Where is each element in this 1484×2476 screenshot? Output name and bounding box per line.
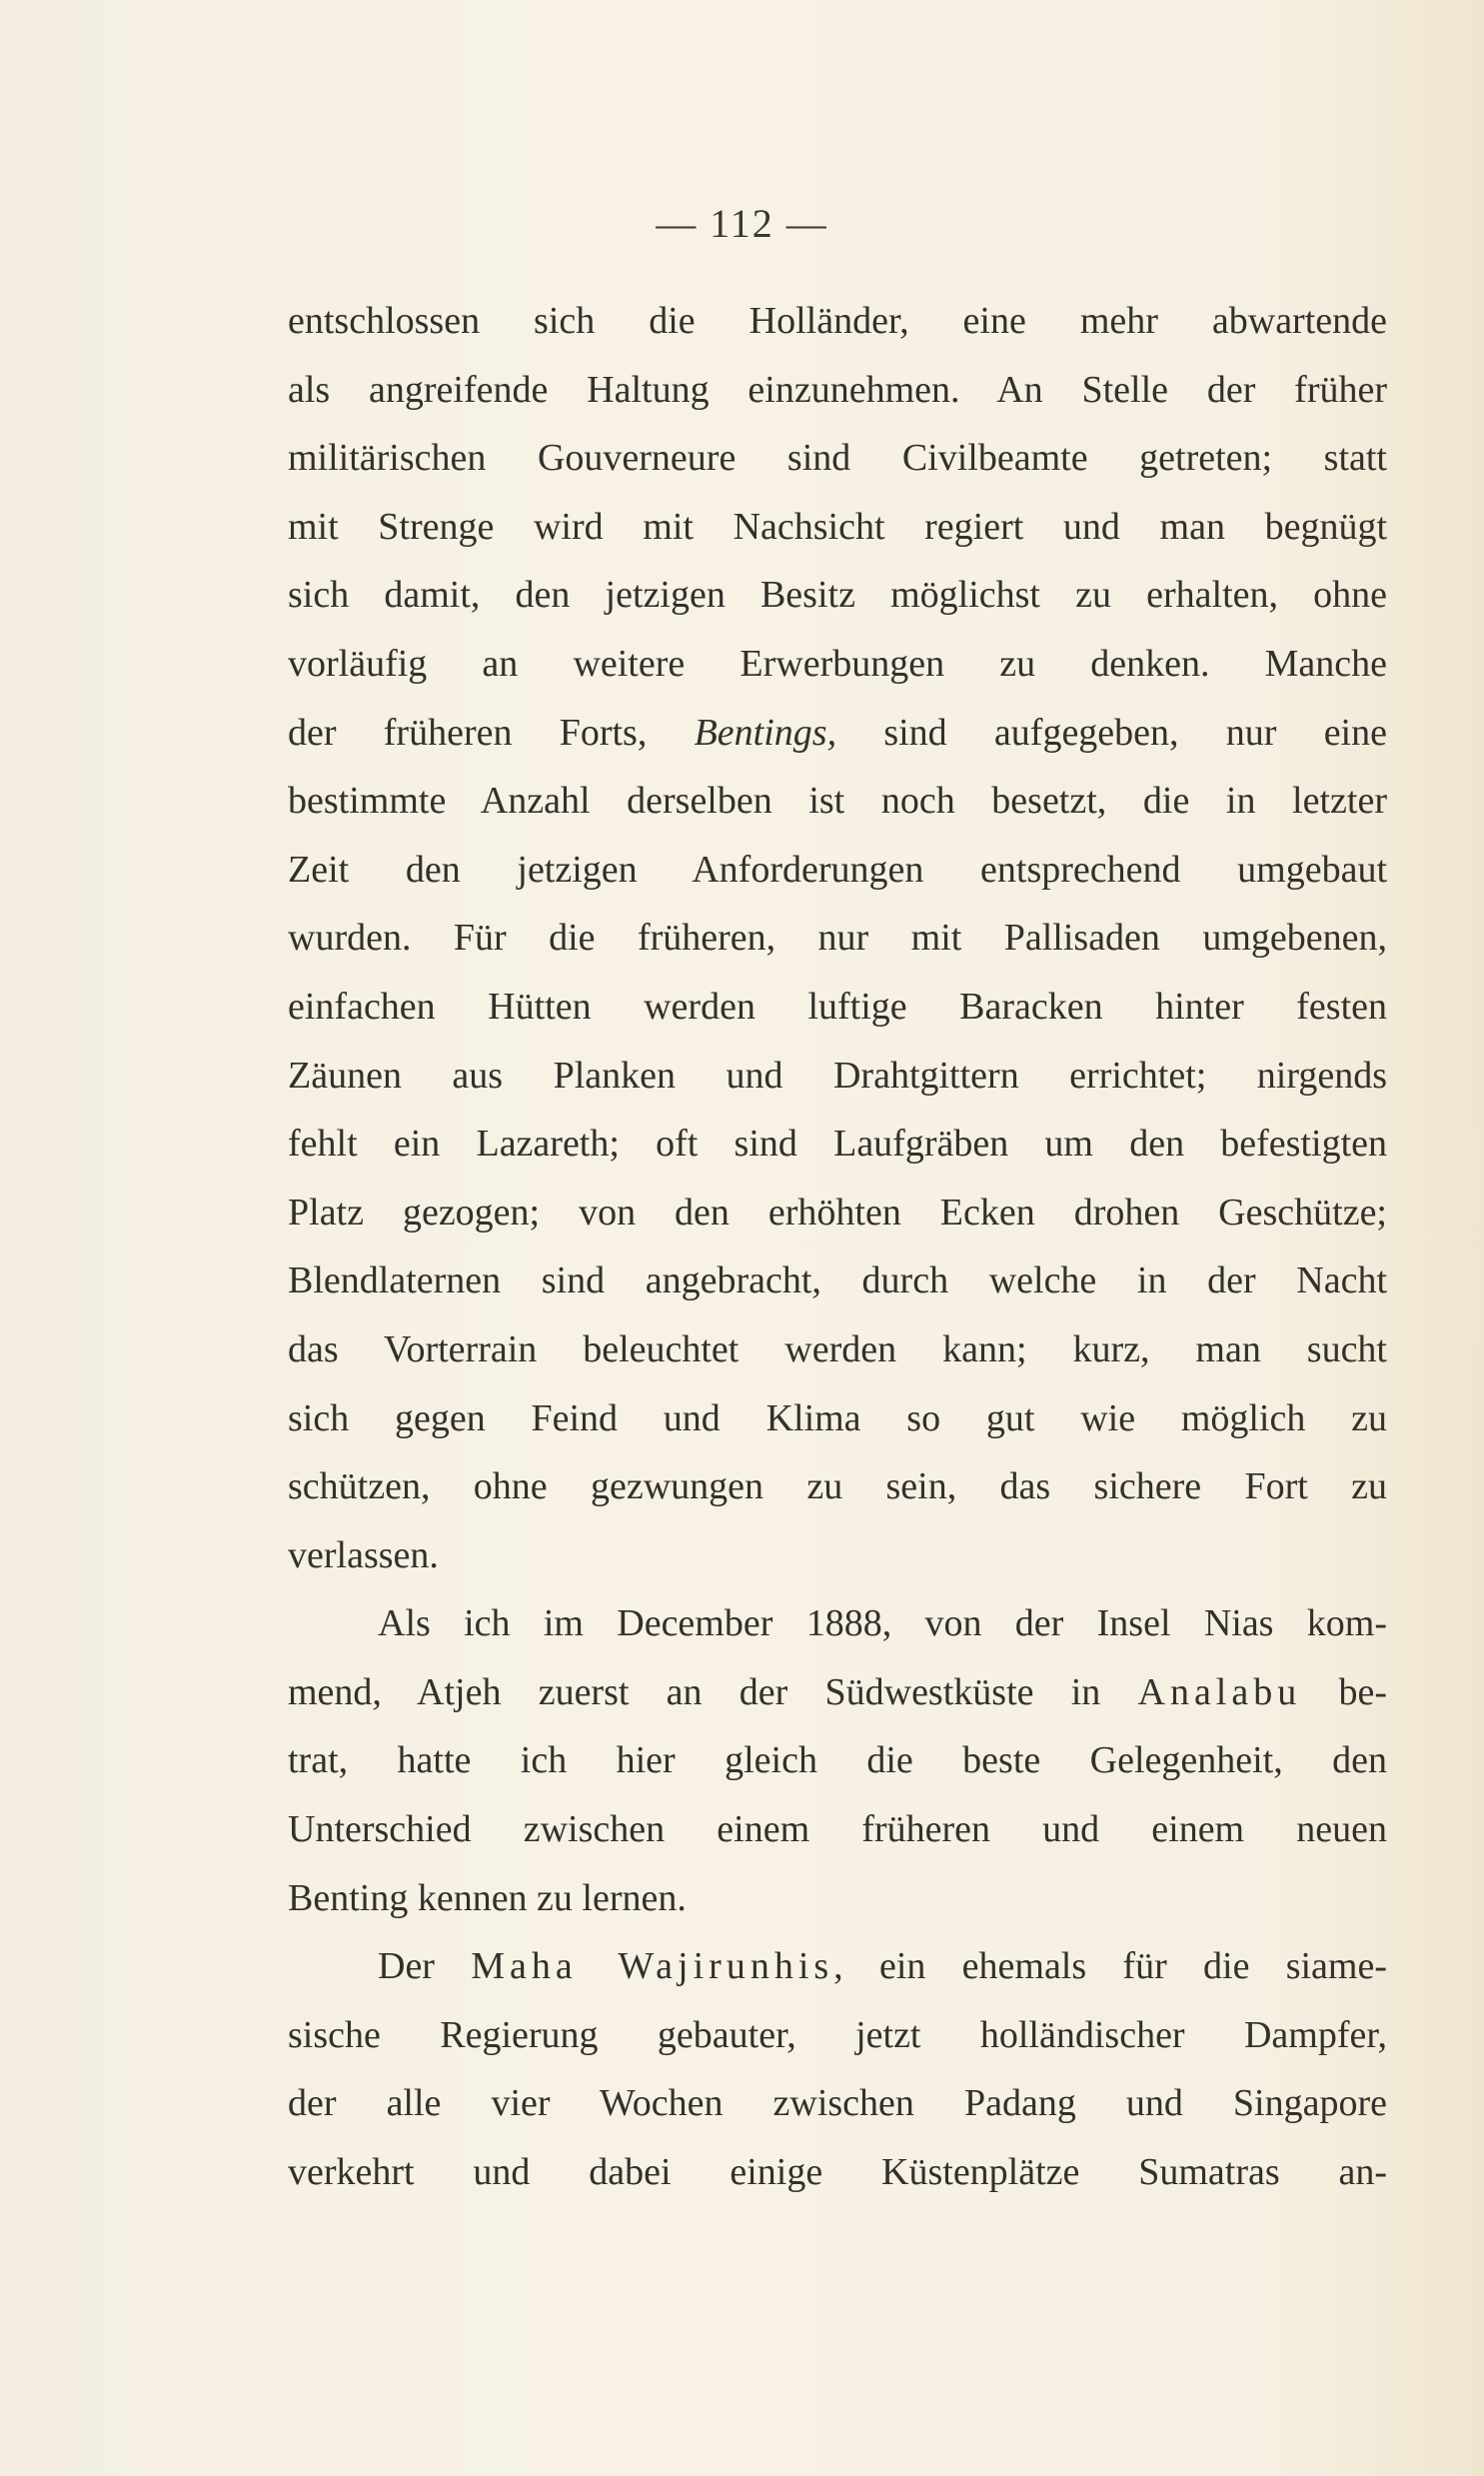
text-line	[288, 767, 1387, 836]
text-line	[288, 287, 1387, 356]
line-segment: mit Strenge wird mit Nachsicht regiert und man begnügt	[288, 505, 1387, 548]
line-segment: Als ich im December 1888, von der Insel Nias kom-	[378, 1602, 1387, 1645]
line-segment: be-	[1301, 1670, 1387, 1713]
line-segment: bestimmte Anzahl derselben ist noch besetzt, die in letzter	[288, 780, 1387, 823]
line-segment: trat, hatte ich hier gleich die beste Gelegenheit, den	[288, 1739, 1387, 1782]
line-segment: der früheren Forts,	[288, 711, 695, 754]
line-segment: verkehrt und dabei einige Küstenplätze Sumatras an-	[288, 2151, 1387, 2194]
text-line	[288, 904, 1387, 973]
line-segment: vorläufig an weitere Erwerbungen zu denken. Manche	[288, 642, 1387, 685]
text-line	[288, 356, 1387, 425]
text-line	[288, 836, 1387, 905]
italic-term: Bentings,	[694, 711, 837, 754]
line-segment: sische Regierung gebauter, jetzt holländischer Dampfer,	[288, 2013, 1387, 2056]
line-segment: als angreifende Haltung einzunehmen. An Stelle der früher	[288, 368, 1387, 411]
line-segment: das Vorterrain beleuchtet werden kann; kurz, man sucht	[288, 1327, 1387, 1370]
text-line	[288, 630, 1387, 699]
text-line	[288, 699, 1387, 768]
text-line	[288, 1315, 1387, 1384]
line-segment: wurden. Für die früheren, nur mit Pallisaden umgebenen,	[288, 917, 1387, 960]
line-segment: Zeit den jetzigen Anforderungen entsprechend umgebaut	[288, 848, 1387, 891]
spaced-name: Maha Wajirunhis	[471, 1945, 834, 1988]
text-line	[288, 2069, 1387, 2138]
text-line	[288, 1589, 1387, 1658]
text-line	[288, 1110, 1387, 1179]
line-segment: einfachen Hütten werden luftige Baracken hinter festen	[288, 985, 1387, 1028]
text-line	[288, 1384, 1387, 1453]
text-line	[288, 2138, 1387, 2207]
line-segment: sich damit, den jetzigen Besitz möglichst zu erhalten, ohne	[288, 574, 1387, 617]
text-line	[288, 561, 1387, 630]
text-line	[288, 493, 1387, 562]
text-line	[288, 1864, 1387, 1933]
body-text	[288, 287, 1387, 2207]
text-line	[288, 973, 1387, 1042]
line-segment: Benting kennen zu lernen.	[288, 1876, 687, 1919]
text-line	[288, 1042, 1387, 1111]
paragraph	[288, 1932, 1387, 2206]
text-line	[288, 1452, 1387, 1521]
text-line	[288, 1658, 1387, 1727]
line-segment: mend, Atjeh zuerst an der Südwestküste in	[288, 1670, 1138, 1713]
line-segment: sich gegen Feind und Klima so gut wie möglich zu	[288, 1396, 1387, 1439]
text-line	[288, 424, 1387, 493]
line-segment: Blendlaternen sind angebracht, durch welche in der Nacht	[288, 1259, 1387, 1302]
line-segment: schützen, ohne gezwungen zu sein, das sichere Fort zu	[288, 1465, 1387, 1508]
text-line	[288, 1932, 1387, 2001]
line-segment: militärischen Gouverneure sind Civilbeamte getreten; statt	[288, 437, 1387, 480]
page-number: — 112 —	[656, 201, 828, 246]
text-line	[288, 1246, 1387, 1315]
text-line	[288, 1179, 1387, 1247]
line-segment: Unterschied zwischen einem früheren und einem neuen	[288, 1808, 1387, 1851]
line-segment: Zäunen aus Planken und Drahtgittern errichtet; nirgends	[288, 1054, 1387, 1097]
paragraph	[288, 1589, 1387, 1932]
text-line	[288, 1726, 1387, 1795]
line-segment: verlassen.	[288, 1533, 439, 1576]
text-line	[288, 1521, 1387, 1590]
line-segment: Platz gezogen; von den erhöhten Ecken drohen Geschütze;	[288, 1191, 1387, 1234]
line-segment: sind aufgegeben, nur eine	[836, 711, 1387, 754]
text-line	[288, 1795, 1387, 1864]
spaced-name: Analabu	[1137, 1670, 1302, 1713]
text-line	[288, 2001, 1387, 2070]
line-segment: Der	[378, 1945, 472, 1988]
line-segment: fehlt ein Lazareth; oft sind Laufgräben um den befestigten	[288, 1123, 1387, 1166]
line-segment: der alle vier Wochen zwischen Padang und Singapore	[288, 2082, 1387, 2125]
line-segment: entschlossen sich die Holländer, eine mehr abwartende	[288, 300, 1387, 342]
line-segment: , ein ehemals für die siame-	[833, 1945, 1388, 1988]
paragraph	[288, 287, 1387, 1589]
